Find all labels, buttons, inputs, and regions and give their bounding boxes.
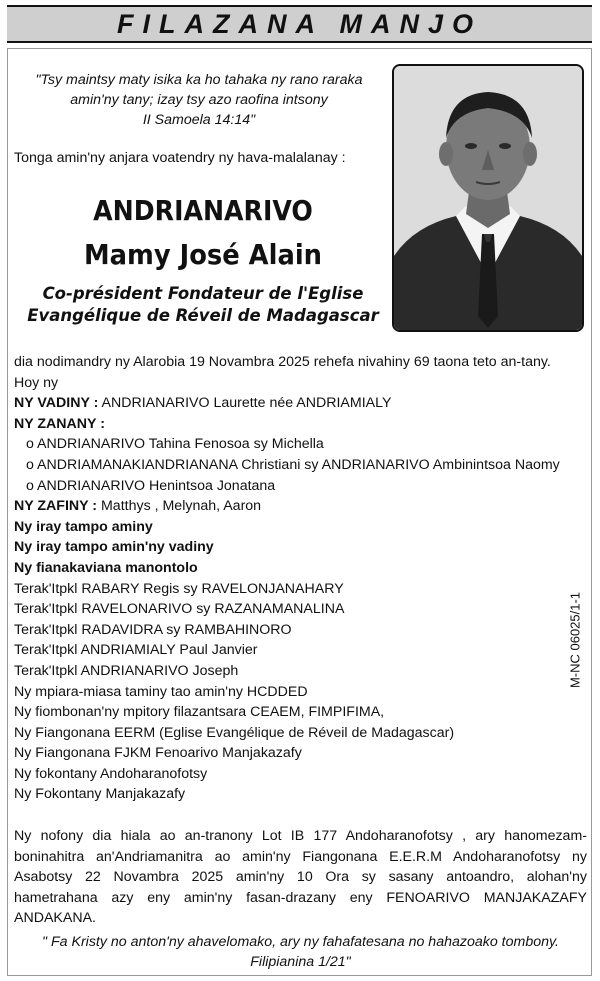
quote-line: amin'ny tany; izay tsy azo raofina intsony [70,92,328,108]
spouse-value: ANDRIANARIVO Laurette née ANDRIAMIALY [98,395,392,412]
child-line: o ANDRIANARIVO Tahina Fenosoa sy Michella [26,436,324,453]
relative-line: Ny fokontany Andoharanofotsy [14,765,208,782]
quote-reference: II Samoela 14:14" [142,112,256,128]
relative-line: Terak'Itpkl RAVELONARIVO sy RAZANAMANALINA [14,601,345,618]
header-title: FILAZANA MANJO [117,8,482,39]
grandchildren-value: Matthys , Melynah, Aaron [97,498,262,515]
intro-text: Tonga amin'ny anjara voatendry ny hava-malalanay : [14,150,346,166]
family-list [14,352,574,805]
reference-code: M-NC 06025/1-1 [567,591,583,689]
closing-quote [14,932,587,972]
relative-line: Ny mpiara-miasa taminy tao amin'ny HCDDED [14,683,308,700]
deceased-surname: ANDRIANARIVO [93,194,313,227]
portrait-image [394,66,582,330]
quote-reference: Filipianina 1/21" [250,954,351,970]
deceased-title-line-1: Co-président Fondateur de l'Eglise [42,284,364,303]
spouse-line [14,393,574,414]
relative-line: Ny Fiangonana FJKM Fenoarivo Manjakazafy [14,745,302,762]
family-bold-line: Ny iray tampo aminy [14,518,153,535]
header-banner [7,5,592,43]
quote-line: "Tsy maintsy maty isika ka ho tahaka ny rano raraka [35,72,363,88]
relative-line: Terak'Itpkl RABARY Regis sy RAVELONJANAHARY [14,580,344,597]
deceased-given-names: Mamy José Alain [84,238,322,271]
relative-line: Ny fiombonan'ny mpitory filazantsara CEAEM, FIMPIFIMA, [14,704,385,721]
spouse-label: NY VADINY : [14,395,99,412]
deceased-title-line-2: Evangélique de Réveil de Madagascar [27,306,379,325]
relative-line: Terak'Itpkl ANDRIAMIALY Paul Janvier [14,642,258,659]
funeral-paragraph: Ny nofony dia hiala ao an-tranony Lot IB 177 Andoharanofotsy , ary hanomezam-boninahitra an'Andriamanitra ao amin'ny Fiangonana E.E.R.M Andoharanofotsy ny Asabotsy 22 Novambra 2025 amin'ny 10 Ora sy sasany antoandro, alohan'ny hametrahana azy eny amin'ny fasan-drazany eny FENOARIVO MANJAKAZAFY ANDAKANA. [14,828,587,927]
grandchildren-label: NY ZAFINY : [14,498,98,515]
grandchildren-line [14,496,574,517]
relative-line: Terak'Itpkl RADAVIDRA sy RAMBAHINORO [14,621,292,638]
family-bold-line: Ny iray tampo amin'ny vadiny [14,539,214,556]
quote-line: " Fa Kristy no anton'ny ahavelomako, ary ny fahafatesana no hahazoako tombony. [42,934,559,950]
children-label: NY ZANANY : [14,415,105,432]
hoy-label: Hoy ny [14,374,59,391]
relative-line: Ny Fiangonana EERM (Eglise Evangélique de Réveil de Madagascar) [14,724,455,741]
death-notice: dia nodimandry ny Alarobia 19 Novambra 2025 rehefa nivahiny 69 taona teto an-tany. [14,354,551,370]
relative-line: Ny Fokontany Manjakazafy [14,786,186,803]
opening-quote [18,70,380,130]
relative-line: Terak'Itpkl ANDRIANARIVO Joseph [14,662,239,679]
child-line: o ANDRIANARIVO Henintsoa Jonatana [26,477,276,494]
child-line: o ANDRIAMANAKIANDRIANANA Christiani sy ANDRIANARIVO Ambinintsoa Naomy [26,456,560,473]
family-bold-line: Ny fianakaviana manontolo [14,559,198,576]
portrait-photo [392,64,584,332]
